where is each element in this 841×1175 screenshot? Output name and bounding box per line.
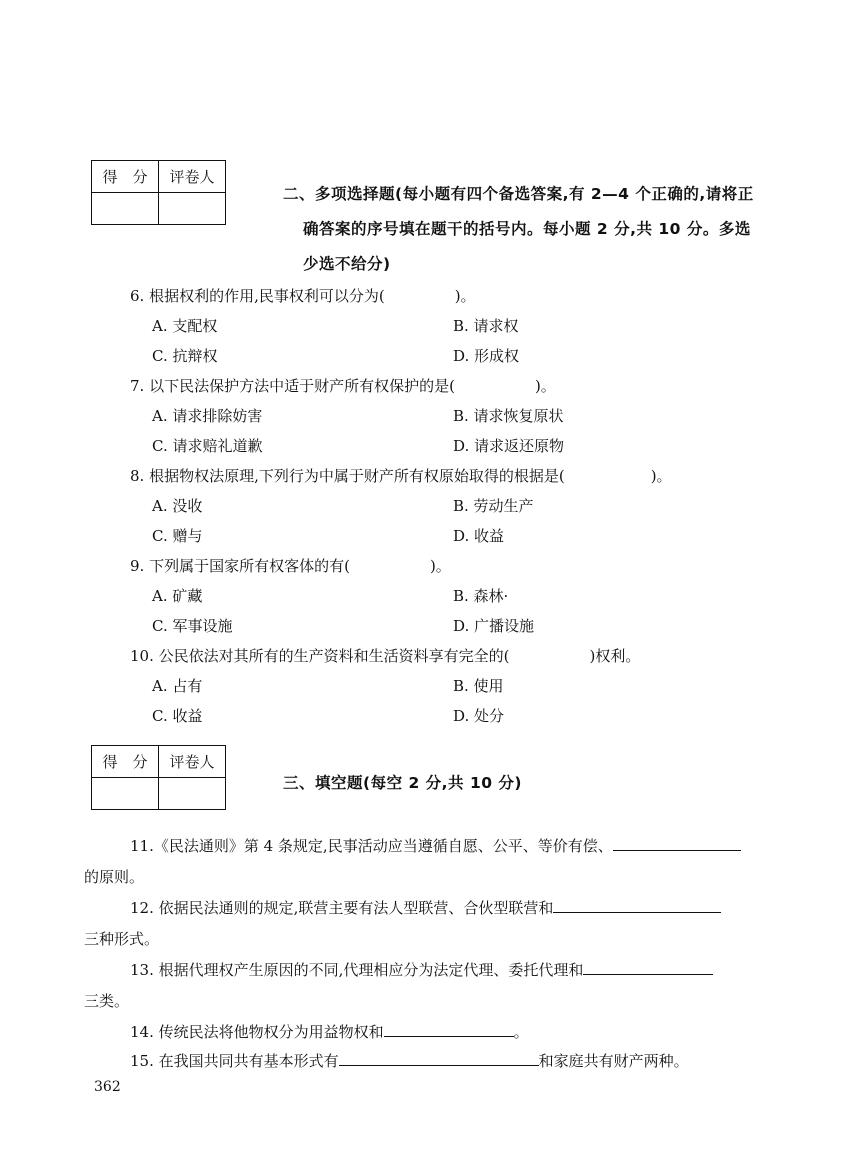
question-9-option-c: C. 军事设施 [152, 617, 233, 635]
question-stem-text: 13. 根据代理权产生原因的不同,代理相应分为法定代理、委托代理和 [130, 961, 584, 979]
question-9-option-a: A. 矿藏 [152, 587, 203, 605]
question-6-option-a: A. 支配权 [152, 317, 218, 335]
question-7-option-a: A. 请求排除妨害 [152, 407, 263, 425]
question-stem-text: 11.《民法通则》第 4 条规定,民事活动应当遵循自愿、公平、等价有偿、 [130, 837, 613, 855]
question-6-stem [130, 285, 476, 306]
question-stem-text: 12. 依据民法通则的规定,联营主要有法人型联营、合伙型联营和 [130, 899, 554, 917]
question-13-line1 [130, 959, 713, 980]
question-stem-text: 7. 以下民法保护方法中适于财产所有权保护的是( [130, 377, 455, 395]
question-12-line1 [130, 897, 721, 918]
score-box-section2 [91, 160, 226, 225]
question-10-stem [130, 645, 640, 666]
question-10-option-c: C. 收益 [152, 707, 203, 725]
score-cell[interactable] [92, 778, 159, 810]
score-box-section3 [91, 745, 226, 810]
question-stem-end: )。 [534, 377, 556, 395]
grader-label: 评卷人 [159, 746, 226, 778]
question-8-stem [130, 465, 672, 486]
question-stem-end: )。 [454, 287, 476, 305]
question-stem-end: )。 [429, 557, 451, 575]
question-stem-text: 9. 下列属于国家所有权客体的有( [130, 557, 350, 575]
section2-title-line2: 确答案的序号填在题干的括号内。每小题 2 分,共 10 分。多选 [303, 220, 751, 238]
question-11-line1 [130, 835, 741, 856]
question-stem-text: 15. 在我国共同共有基本形式有 [130, 1052, 339, 1070]
fill-blank-11[interactable] [613, 836, 741, 851]
fill-blank-14[interactable] [384, 1022, 514, 1037]
question-8-option-c: C. 赠与 [152, 527, 203, 545]
fill-blank-13[interactable] [583, 960, 713, 975]
question-10-option-b: B. 使用 [453, 677, 504, 695]
question-stem-end: )。 [650, 467, 672, 485]
section3-title: 三、填空题(每空 2 分,共 10 分) [283, 774, 522, 792]
question-stem-text: 8. 根据物权法原理,下列行为中属于财产所有权原始取得的根据是( [130, 467, 565, 485]
question-7-option-d: D. 请求返还原物 [453, 437, 565, 455]
question-7-stem [130, 375, 556, 396]
question-stem-end: 和家庭共有财产两种。 [538, 1052, 689, 1070]
fill-blank-12[interactable] [553, 898, 721, 913]
question-8-option-a: A. 没收 [152, 497, 203, 515]
score-label: 得 分 [92, 746, 159, 778]
page-number: 362 [94, 1079, 121, 1095]
question-8-option-b: B. 劳动生产 [453, 497, 534, 515]
question-stem-text: 10. 公民依法对其所有的生产资料和生活资料享有完全的( [130, 647, 510, 665]
question-8-option-d: D. 收益 [453, 527, 505, 545]
question-10-option-a: A. 占有 [152, 677, 203, 695]
question-6-option-b: B. 请求权 [453, 317, 519, 335]
section2-title-line3: 少选不给分) [303, 255, 391, 273]
grader-label: 评卷人 [159, 161, 226, 193]
question-stem-end: 。 [513, 1023, 529, 1041]
score-label: 得 分 [92, 161, 159, 193]
question-11-line2: 的原则。 [84, 868, 145, 886]
question-9-stem [130, 555, 451, 576]
question-12-line2: 三种形式。 [84, 930, 160, 948]
question-6-option-c: C. 抗辩权 [152, 347, 218, 365]
grader-cell[interactable] [159, 193, 226, 225]
question-7-option-b: B. 请求恢复原状 [453, 407, 564, 425]
grader-cell[interactable] [159, 778, 226, 810]
score-cell[interactable] [92, 193, 159, 225]
fill-blank-15[interactable] [339, 1051, 539, 1066]
question-9-option-b: B. 森林· [453, 587, 509, 605]
question-14 [130, 1021, 529, 1042]
question-stem-end: )权利。 [589, 647, 641, 665]
question-6-option-d: D. 形成权 [453, 347, 520, 365]
question-15 [130, 1050, 689, 1071]
question-10-option-d: D. 处分 [453, 707, 505, 725]
question-stem-text: 6. 根据权利的作用,民事权利可以分为( [130, 287, 385, 305]
question-7-option-c: C. 请求赔礼道歉 [152, 437, 263, 455]
question-13-line2: 三类。 [84, 992, 130, 1010]
question-stem-text: 14. 传统民法将他物权分为用益物权和 [130, 1023, 384, 1041]
question-9-option-d: D. 广播设施 [453, 617, 535, 635]
section2-title-line1: 二、多项选择题(每小题有四个备选答案,有 2—4 个正确的,请将正 [283, 185, 754, 203]
